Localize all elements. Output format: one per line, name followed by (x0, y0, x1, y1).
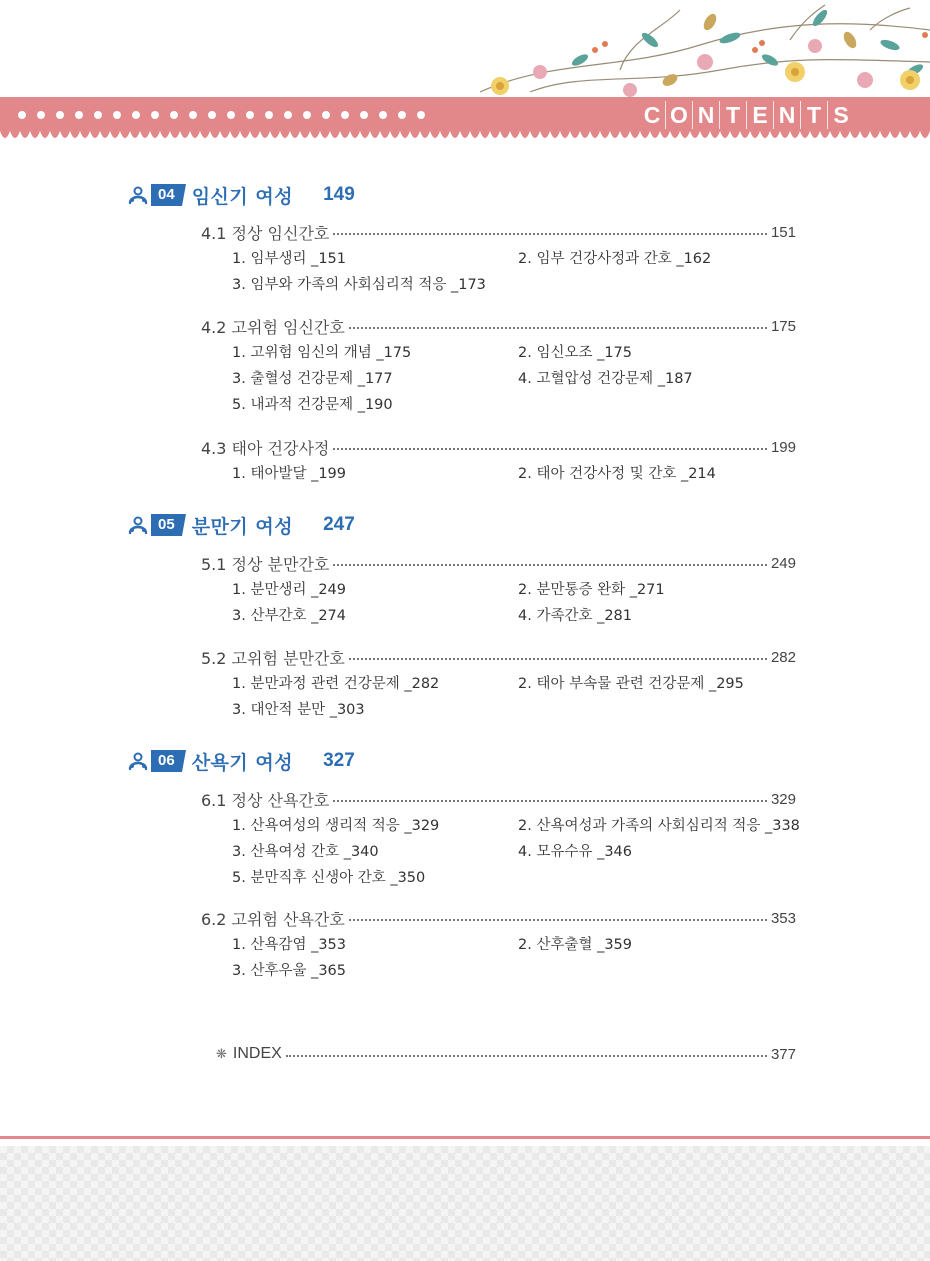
footer-checker-pattern (0, 1146, 930, 1261)
toc-item[interactable]: 2. 산욕여성과 가족의 사회심리적 적응 _338 (518, 818, 800, 834)
toc-item[interactable]: 3. 출혈성 건강문제 _177 (232, 371, 393, 387)
toc-item[interactable]: 4. 가족간호 _281 (518, 608, 633, 624)
dot (189, 111, 197, 119)
dot-leader (349, 327, 767, 329)
dot (56, 111, 64, 119)
chapter-number: 05 (151, 514, 182, 536)
toc-item[interactable]: 1. 고위험 임신의 개념 _175 (232, 345, 412, 361)
dot (132, 111, 140, 119)
dot (227, 111, 235, 119)
toc-item[interactable]: 1. 분만생리 _249 (232, 582, 347, 598)
chapter-page: 327 (323, 750, 355, 771)
dot-leader (349, 658, 767, 660)
section-page: 329 (770, 790, 796, 808)
chapter-heading[interactable] (128, 182, 355, 208)
dot (246, 111, 254, 119)
section-title: 5.2 고위험 분만간호 (201, 648, 345, 668)
index-page: 377 (770, 1045, 796, 1063)
section-heading[interactable] (201, 315, 796, 337)
section-heading[interactable] (201, 907, 796, 929)
section-page: 353 (770, 909, 796, 927)
dot-leader (333, 233, 767, 235)
chapter-title: 산욕기 여성 (191, 751, 294, 774)
section-title: 4.2 고위험 임신간호 (201, 317, 345, 337)
section-title: 6.2 고위험 산욕간호 (201, 909, 345, 929)
section-heading[interactable] (201, 221, 796, 243)
section-page: 282 (770, 648, 796, 666)
section-page: 151 (770, 223, 796, 241)
dot-leader (349, 919, 767, 921)
dot (284, 111, 292, 119)
dot (341, 111, 349, 119)
dot (303, 111, 311, 119)
index-label: INDEX (232, 1045, 282, 1062)
dot (75, 111, 83, 119)
decorative-dots (18, 111, 425, 119)
toc-item[interactable]: 1. 임부생리 _151 (232, 251, 347, 267)
index-entry[interactable] (216, 1043, 796, 1065)
toc-item[interactable]: 2. 산후출혈 _359 (518, 937, 633, 953)
contents-letter: C (643, 102, 661, 128)
toc-item[interactable]: 5. 내과적 건강문제 _190 (232, 397, 393, 413)
dot (170, 111, 178, 119)
dot-leader (333, 448, 767, 450)
dot (360, 111, 368, 119)
section-title: 6.1 정상 산욕간호 (201, 790, 330, 810)
toc-item[interactable]: 4. 고혈압성 건강문제 _187 (518, 371, 693, 387)
section-page: 249 (770, 554, 796, 572)
dot (18, 111, 26, 119)
toc-item[interactable]: 2. 분만통증 완화 _271 (518, 582, 665, 598)
section-page: 199 (770, 438, 796, 456)
section-title: 5.1 정상 분만간호 (201, 554, 330, 574)
contents-letter: T (800, 101, 827, 129)
section-heading[interactable] (201, 646, 796, 668)
section-heading[interactable] (201, 436, 796, 458)
dot-leader (286, 1055, 767, 1057)
toc-item[interactable]: 3. 임부와 가족의 사회심리적 적응 _173 (232, 277, 486, 293)
section-page: 175 (770, 317, 796, 335)
contents-letter: N (773, 101, 800, 129)
scallop-edge (0, 131, 930, 140)
person-icon (128, 515, 148, 535)
dot (151, 111, 159, 119)
chapter-heading[interactable] (128, 512, 355, 538)
chapter-page: 247 (323, 514, 355, 535)
contents-letter: S (827, 101, 854, 129)
dot (417, 111, 425, 119)
snowflake-asterisk-icon: ❋ (216, 1046, 227, 1062)
floral-branch-icon (470, 0, 930, 100)
contents-letter: T (719, 101, 746, 129)
toc-item[interactable]: 3. 산후우울 _365 (232, 963, 347, 979)
dot-leader (333, 800, 767, 802)
toc-item[interactable]: 5. 분만직후 신생아 간호 _350 (232, 870, 426, 886)
dot (94, 111, 102, 119)
dot (398, 111, 406, 119)
toc-item[interactable]: 2. 임신오조 _175 (518, 345, 633, 361)
dot (322, 111, 330, 119)
dot (379, 111, 387, 119)
section-heading[interactable] (201, 552, 796, 574)
contents-letter: N (692, 101, 719, 129)
contents-letter: E (746, 101, 773, 129)
toc-item[interactable]: 3. 산욕여성 간호 _340 (232, 844, 379, 860)
section-title: 4.1 정상 임신간호 (201, 223, 330, 243)
toc-item[interactable]: 2. 태아 건강사정 및 간호 _214 (518, 466, 716, 482)
toc-item[interactable]: 1. 산욕감염 _353 (232, 937, 347, 953)
toc-item[interactable]: 4. 모유수유 _346 (518, 844, 633, 860)
person-icon (128, 751, 148, 771)
dot (208, 111, 216, 119)
toc-item[interactable]: 2. 태아 부속물 관련 건강문제 _295 (518, 676, 744, 692)
toc-item[interactable]: 2. 임부 건강사정과 간호 _162 (518, 251, 712, 267)
section-heading[interactable] (201, 788, 796, 810)
toc-item[interactable]: 3. 산부간호 _274 (232, 608, 347, 624)
section-title: 4.3 태아 건강사정 (201, 438, 330, 458)
dot-leader (333, 564, 767, 566)
chapter-heading[interactable] (128, 748, 355, 774)
chapter-number: 06 (151, 750, 182, 772)
contents-letter: O (665, 101, 692, 129)
contents-title (639, 101, 854, 129)
toc-item[interactable]: 1. 태아발달 _199 (232, 466, 347, 482)
chapter-title: 분만기 여성 (191, 515, 294, 538)
dot (265, 111, 273, 119)
dot (37, 111, 45, 119)
person-icon (128, 185, 148, 205)
chapter-title: 임신기 여성 (191, 185, 294, 208)
toc-item[interactable]: 3. 대안적 분만 _303 (232, 702, 365, 718)
chapter-page: 149 (323, 184, 355, 205)
page-header (0, 0, 930, 150)
footer-line (0, 1136, 930, 1139)
toc-item[interactable]: 1. 분만과정 관련 건강문제 _282 (232, 676, 440, 692)
toc-item[interactable]: 1. 산욕여성의 생리적 적응 _329 (232, 818, 440, 834)
dot (113, 111, 121, 119)
chapter-number: 04 (151, 184, 182, 206)
